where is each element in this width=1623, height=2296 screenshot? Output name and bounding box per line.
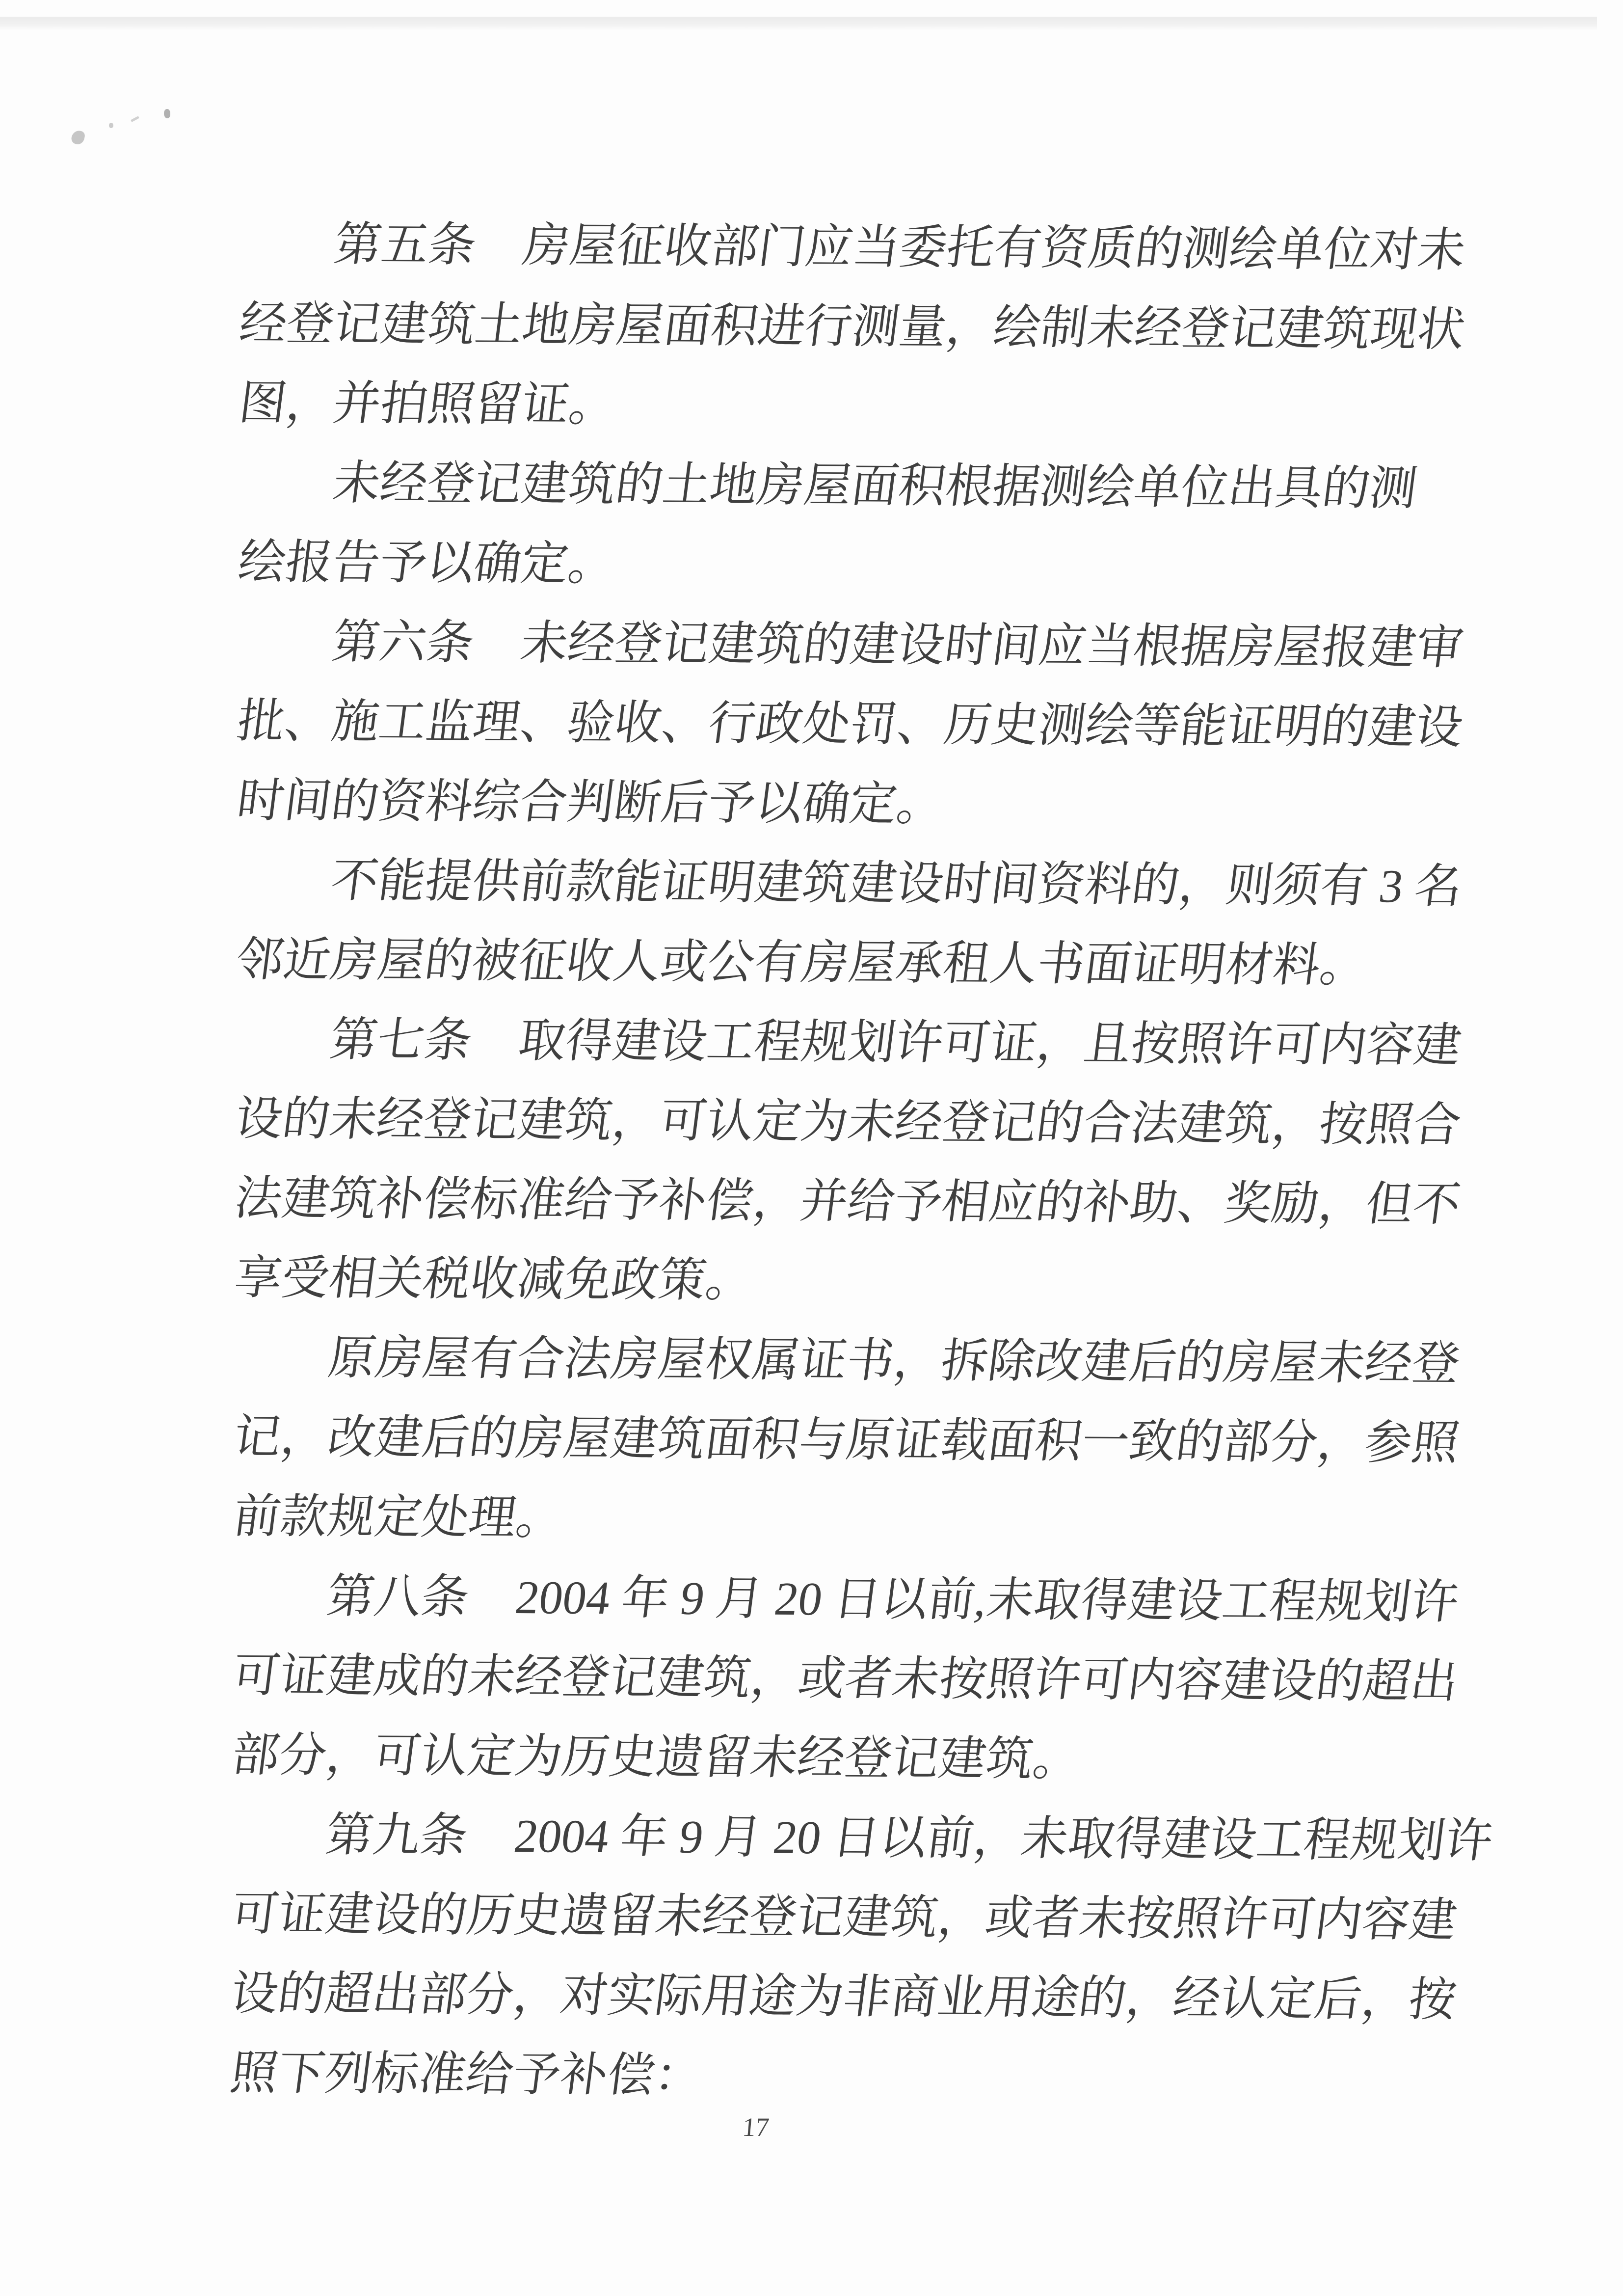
text-line: 原房屋有合法房屋权属证书，拆除改建后的房屋未经登 bbox=[325, 1331, 1463, 1390]
scan-speck bbox=[131, 116, 139, 122]
text-line: 部分，可认定为历史遗留未经登记建筑。 bbox=[229, 1728, 1084, 1785]
text-line: 时间的资料综合判断后予以确定。 bbox=[234, 774, 948, 831]
text-line: 前款规定处理。 bbox=[230, 1489, 567, 1544]
scan-edge-band bbox=[0, 17, 1597, 30]
text-line: 设的超出部分，对实际用途为非商业用途的，经认定后，按 bbox=[228, 1967, 1460, 2026]
text-line: 批、施工监理、验收、行政处罚、历史测绘等能证明的建设 bbox=[234, 695, 1466, 754]
text-line: 邻近房屋的被征收人或公有房屋承租人书面证明材料。 bbox=[233, 933, 1371, 992]
text-line: 未经登记建筑的土地房屋面积根据测绘单位出具的测 bbox=[330, 457, 1420, 515]
scan-speck bbox=[164, 109, 170, 118]
text-line: 第五条 房屋征收部门应当委托有资质的测绘单位对未 bbox=[331, 218, 1469, 277]
scan-speck bbox=[70, 130, 85, 146]
text-line: 第六条 未经登记建筑的建设时间应当根据房屋报建审 bbox=[329, 616, 1467, 675]
text-line: 第七条 取得建设工程规划许可证，且按照许可内容建 bbox=[327, 1013, 1464, 1072]
document-body bbox=[227, 204, 1496, 2119]
text-line: 记，改建后的房屋建筑面积与原证载面积一致的部分，参照 bbox=[231, 1410, 1463, 1469]
text-line: 照下列标准给予补偿： bbox=[227, 2046, 705, 2102]
text-line: 绘报告予以确定。 bbox=[235, 536, 619, 590]
text-line: 图，并拍照留证。 bbox=[236, 377, 620, 431]
text-line: 经登记建筑土地房屋面积进行测量，绘制未经登记建筑现状 bbox=[236, 297, 1468, 356]
page-number: 17 bbox=[741, 2112, 771, 2142]
text-line: 设的未经登记建筑，可认定为未经登记的合法建筑，按照合 bbox=[232, 1092, 1464, 1152]
text-line: 享受相关税收减免政策。 bbox=[231, 1251, 757, 1307]
text-line: 不能提供前款能证明建筑建设时间资料的，则须有 3 名 bbox=[328, 854, 1465, 913]
text-line: 可证建成的未经登记建筑，或者未按照许可内容建设的超出 bbox=[229, 1648, 1462, 1708]
text-line: 第九条 2004 年 9 月 20 日以前，未取得建设工程规划许 bbox=[322, 1808, 1496, 1867]
text-line: 法建筑补偿标准给予补偿，并给予相应的补助、奖励，但不 bbox=[232, 1172, 1464, 1231]
text-line: 第八条 2004 年 9 月 20 日以前,未取得建设工程规划许 bbox=[324, 1570, 1462, 1628]
text-line: 可证建设的历史遗留未经登记建筑，或者未按照许可内容建 bbox=[228, 1887, 1460, 1946]
scan-speck bbox=[109, 123, 113, 128]
